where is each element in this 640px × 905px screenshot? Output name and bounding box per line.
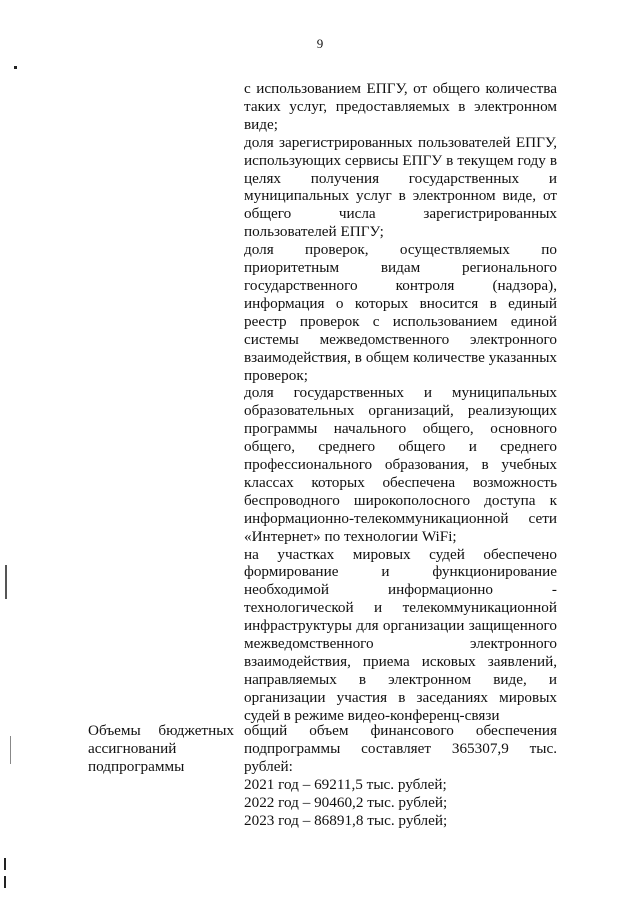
indicator-item: доля проверок, осуществляемых по приоритетным видам регионального государственного контроля (надзора), информация о которых вносится в единый реестр проверок с использованием единой системы межведомственного электронного взаимодействия, в общем количестве указанных проверок;: [244, 241, 557, 384]
scan-mark-line: [4, 876, 6, 888]
indicator-item: с использованием ЕПГУ, от общего количества таких услуг, предоставляемых в электронном виде;: [244, 80, 557, 133]
budget-label: Объемы бюджетных ассигнований подпрограммы: [88, 722, 234, 775]
page-number: 9: [316, 36, 324, 51]
budget-total: общий объем финансового обеспечения подпрограммы составляет 365307,9 тыс. рублей:: [244, 722, 557, 775]
budget-year-2022: 2022 год – 90460,2 тыс. рублей;: [244, 794, 448, 811]
indicator-item: на участках мировых судей обеспечено формирование и функционирование необходимой информационно - технологической и телекоммуникационной инфраструктуры для организации защищенного межведомственного электронного взаимодействия, приема исковых заявлений, направляемых в электронном виде, и организации участия в заседаниях мировых судей в режиме видео-конференц-связи: [244, 545, 557, 724]
scan-mark-line: [4, 858, 6, 870]
scan-mark-line: [10, 736, 11, 764]
scan-mark-dot: [14, 66, 17, 69]
indicator-item: доля государственных и муниципальных образовательных организаций, реализующих программы начального общего, основного общего, среднего общего и среднего профессионального образования, в учебных классах которых обеспечена возможность беспроводного широкополосного доступа к информационно-телекоммуникационной сети «Интернет» по технологии WiFi;: [244, 384, 557, 545]
budget-value-cell: [244, 722, 557, 830]
budget-year-2021: 2021 год – 69211,5 тыс. рублей;: [244, 776, 447, 793]
budget-year-2023: 2023 год – 86891,8 тыс. рублей;: [244, 812, 448, 829]
indicators-column: [244, 80, 557, 725]
indicator-item: доля зарегистрированных пользователей ЕПГУ, использующих сервисы ЕПГУ в текущем году в целях получения государственных и муниципальных услуг в электронном виде, от общего числа зарегистрированных пользователей ЕПГУ;: [244, 133, 557, 241]
scan-mark-line: [5, 565, 7, 599]
budget-label-cell: [88, 722, 234, 776]
